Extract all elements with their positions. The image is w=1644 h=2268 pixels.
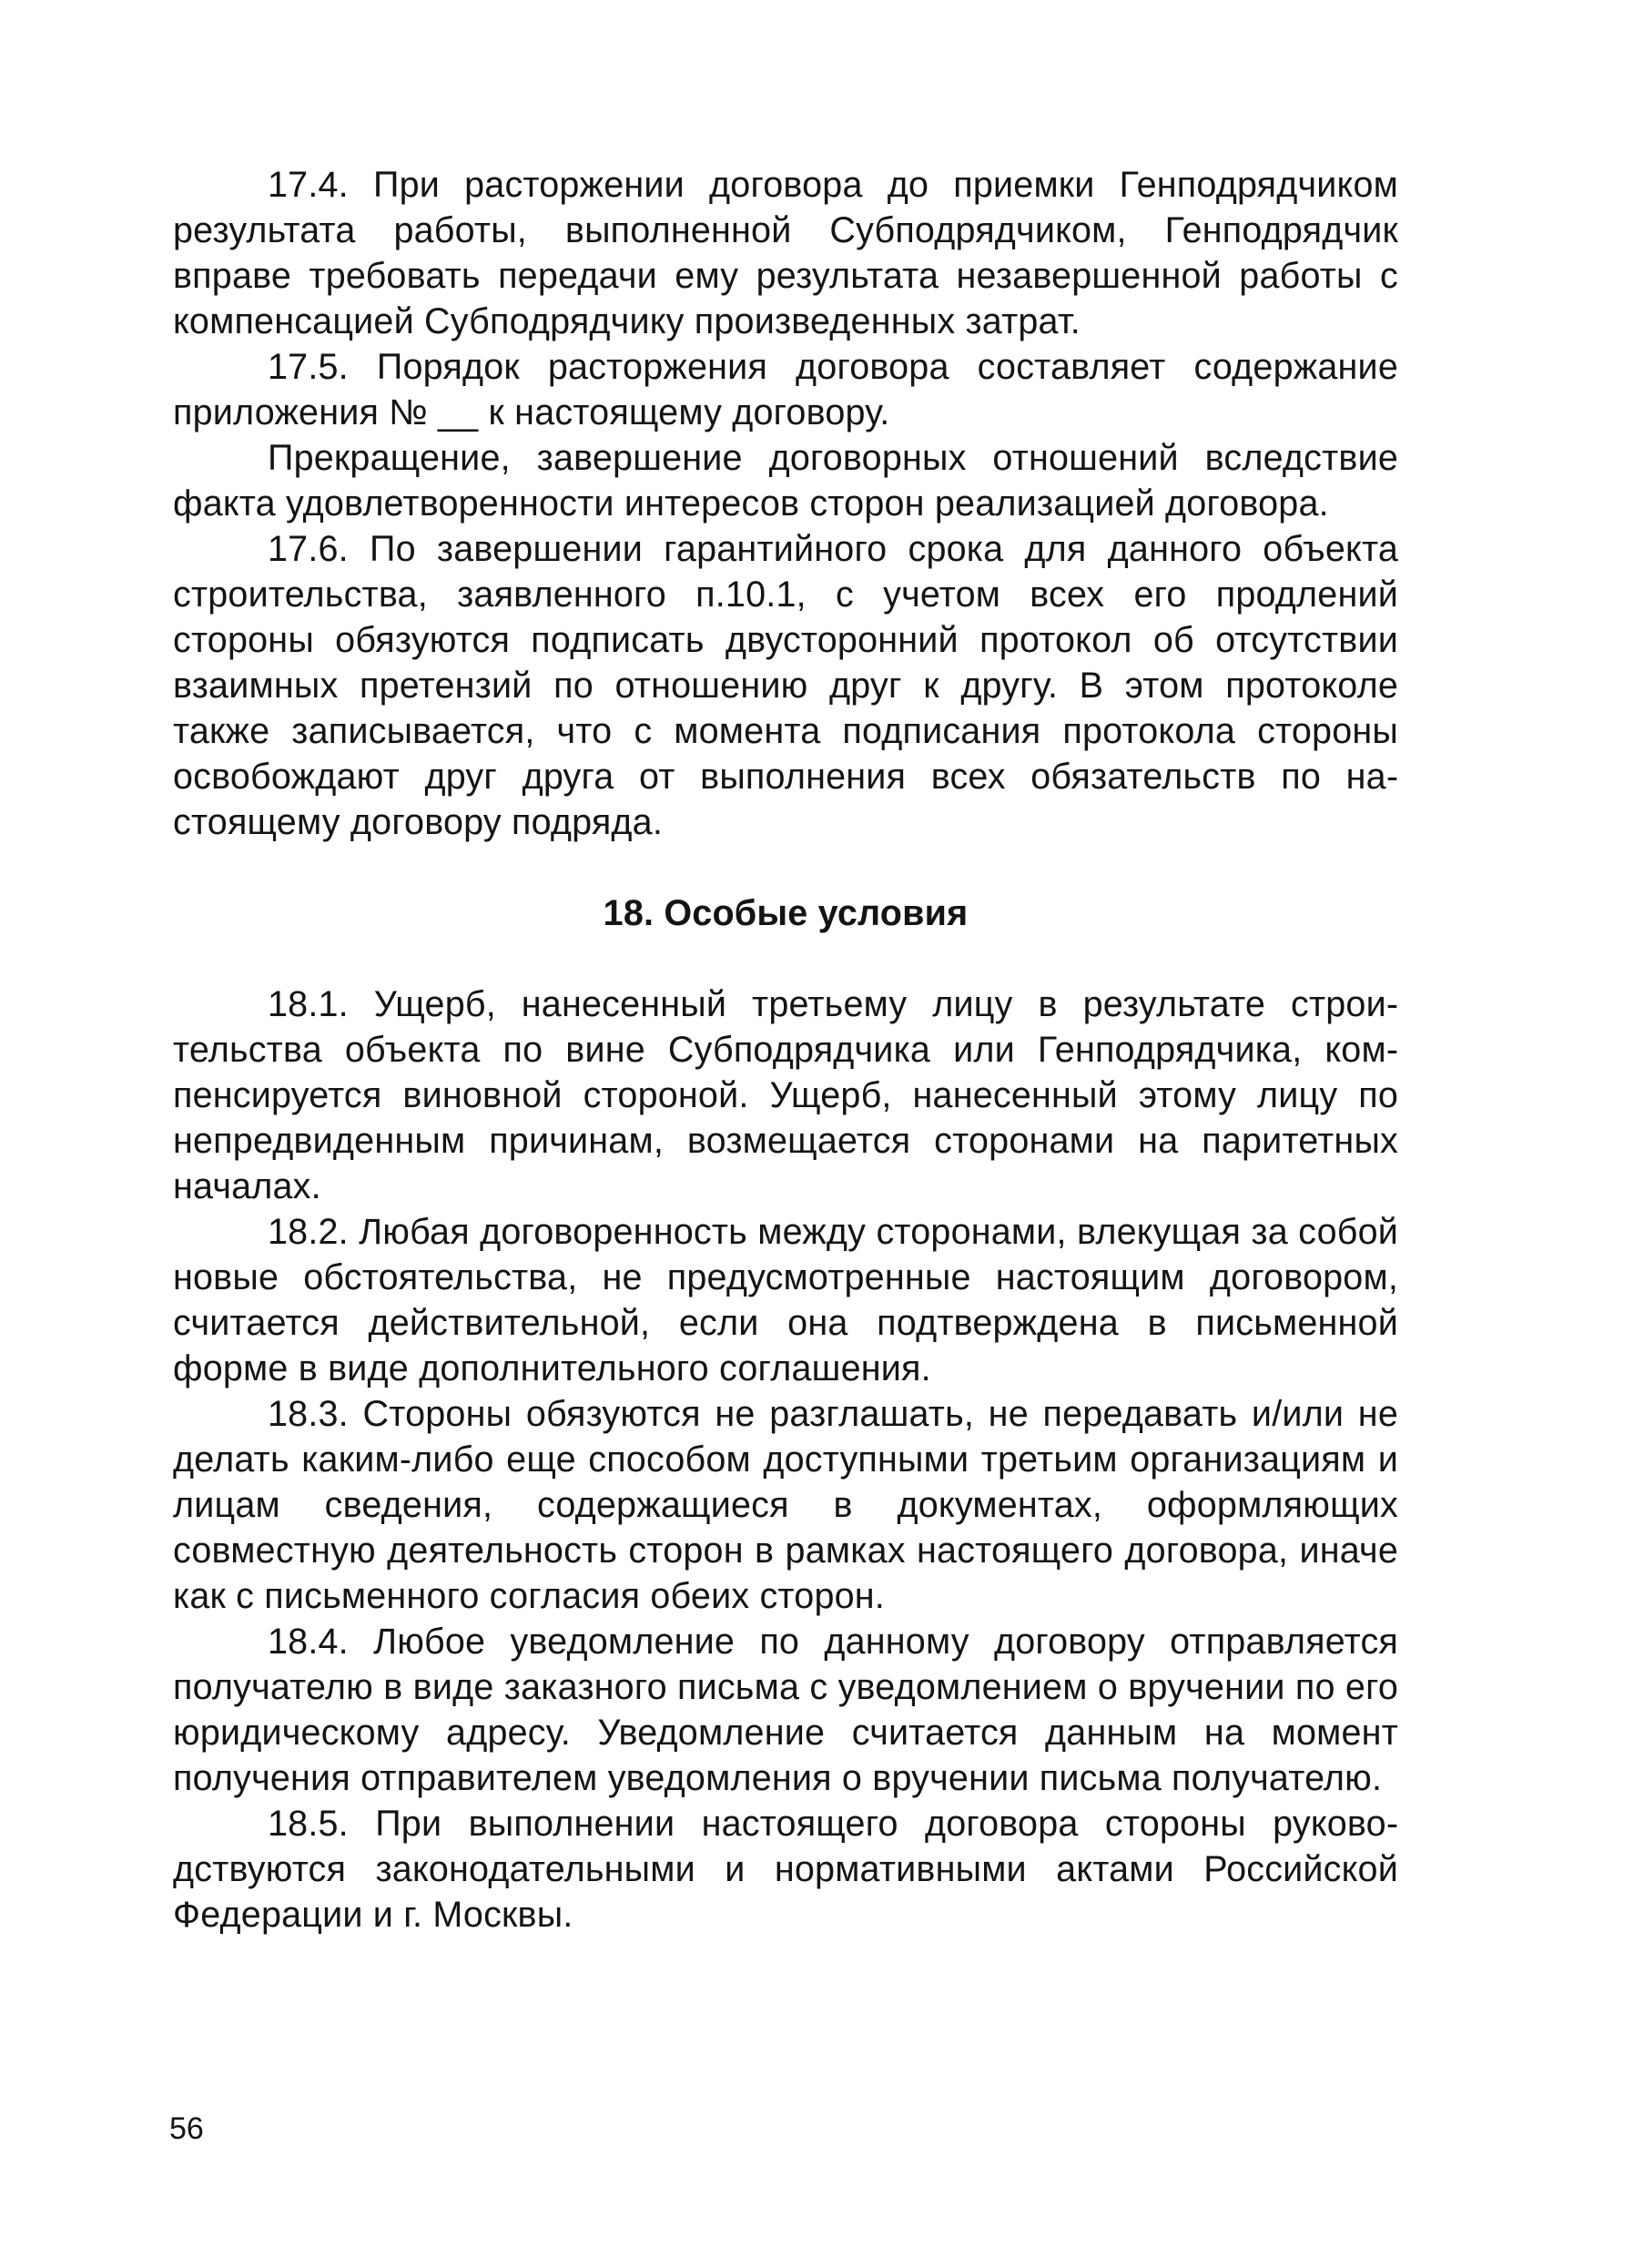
paragraph-18-5: 18.5. При выполнении настоящего договора стороны руководствуются законодательными и нормативными актами Российской Федерации и г. Москвы. — [173, 1804, 1398, 1935]
paragraph-17-4: 17.4. При расторжении договора до приемки Генподрядчиком результата работы, выполненной Субподрядчиком, Генподрядчик вправе требовать передачи ему результата незавершенной работы с компенсацией Субподрядчику произведенных затрат. — [173, 165, 1398, 341]
paragraph-18-3: 18.3. Стороны обязуются не разглашать, не передавать и/или не делать каким-либо еще способом доступными третьим организациям и лицам сведения, содержащиеся в документах, оформляющих совместную деятельность сторон в рамках настоящего договора, иначе как с письменного согласия обеих сторон. — [173, 1394, 1398, 1616]
paragraph-18-4: 18.4. Любое уведомление по данному договору отправляется получателю в виде заказного письма с уведомлением о вручении по его юридическому адресу. Уведомление считается данным на момент получения отправителем уведомления о вручении письма получателю. — [173, 1622, 1398, 1798]
document-body — [173, 162, 1398, 1937]
spacer — [173, 845, 1398, 890]
spacer — [173, 936, 1398, 981]
paragraph-18-2: 18.2. Любая договоренность между сторонами, влекущая за собой новые обстоятельства, не предусмотренные настоящим договором, считается действительной, если она подтверждена в письменной форме в виде дополнительного соглашения. — [173, 1212, 1398, 1388]
page-number: 56 — [169, 2111, 204, 2146]
paragraph-termination: Прекращение, завершение договорных отношений вследствие факта удовлетворенности интересов сторон реализацией договора. — [173, 438, 1398, 524]
paragraph-18-1: 18.1. Ущерб, нанесенный третьему лицу в результате строительства объекта по вине Субподрядчика или Генподрядчика, компенсируется виновной стороной. Ущерб, нанесенный этому лицу по непредвиденным причинам, возмещается сторонами на паритетных началах. — [173, 984, 1398, 1206]
section-heading: 18. Особые условия — [603, 893, 969, 933]
paragraph-17-5: 17.5. Порядок расторжения договора составляет содержание приложения № __ к настоящему договору. — [173, 347, 1398, 432]
paragraph-17-6: 17.6. По завершении гарантийного срока для данного объекта строительства, заявленного п.10.1, с учетом всех его продлений стороны обязуются подписать двусторонний протокол об отсутствии взаимных претензий по отношению друг к другу. В этом протоколе также записывается, что с момента подписания протокола стороны освобождают друг друга от выполнения всех обязательств по настоящему договору подряда. — [173, 529, 1398, 842]
